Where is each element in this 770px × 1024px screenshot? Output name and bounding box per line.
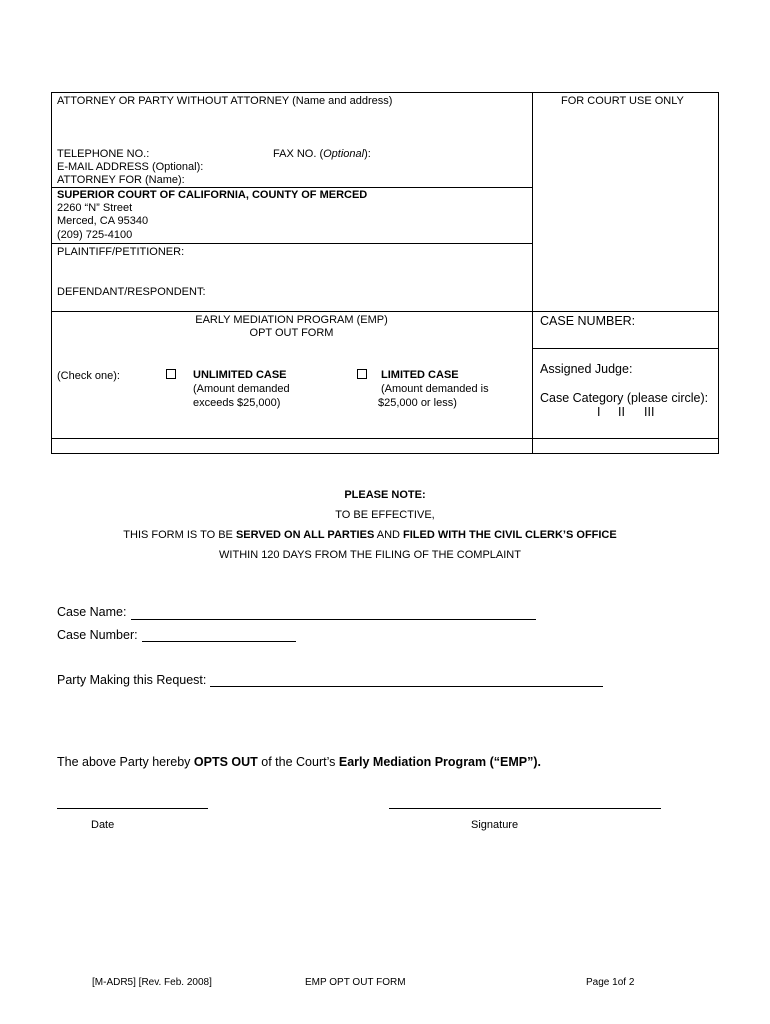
fax-optional: Optional (323, 148, 365, 160)
notice-title: PLEASE NOTE: (344, 489, 426, 501)
notice-line1: TO BE EFFECTIVE, (335, 509, 435, 521)
court-phone: (209) 725-4100 (57, 229, 133, 241)
case-name-field[interactable] (131, 619, 536, 620)
notice-line2 (0, 529, 740, 541)
case-name-label: Case Name: (57, 605, 127, 619)
court-use-label: FOR COURT USE ONLY (561, 95, 684, 107)
party-field[interactable] (210, 686, 603, 687)
date-label: Date (91, 819, 115, 831)
category-iii[interactable]: III (644, 405, 655, 419)
notice-line2-a: THIS FORM IS TO BE (123, 529, 236, 541)
assigned-judge-label: Assigned Judge: (540, 362, 633, 376)
signature-field[interactable] (389, 808, 661, 809)
fax-text: FAX NO. ( (273, 148, 324, 160)
case-number-field[interactable] (142, 641, 296, 642)
notice-line3: WITHIN 120 DAYS FROM THE FILING OF THE COMPLAINT (219, 549, 521, 561)
form-title-2: OPT OUT FORM (249, 327, 334, 339)
rule-plaintiff (51, 243, 532, 244)
case-number-field-label: Case Number: (57, 628, 138, 642)
caption-divider (532, 92, 533, 454)
check-one-label: (Check one): (57, 370, 120, 382)
attorney-label: ATTORNEY OR PARTY WITHOUT ATTORNEY (Name and address) (57, 95, 393, 107)
unlimited-line1: (Amount demanded (193, 383, 290, 395)
limited-checkbox[interactable] (357, 369, 367, 379)
rule-title (51, 311, 719, 312)
plaintiff-label: PLAINTIFF/PETITIONER: (57, 246, 185, 258)
signature-label: Signature (471, 819, 519, 831)
category-i[interactable]: I (597, 405, 601, 419)
attorney-for-label: ATTORNEY FOR (Name): (57, 174, 185, 186)
fax-close: ): (364, 148, 371, 160)
court-street: 2260 “N” Street (57, 202, 133, 214)
footer-form-name: EMP OPT OUT FORM (305, 977, 406, 988)
form-title-1: EARLY MEDIATION PROGRAM (EMP) (195, 314, 388, 326)
email-label: E-MAIL ADDRESS (Optional): (57, 161, 204, 173)
court-name: SUPERIOR COURT OF CALIFORNIA, COUNTY OF MERCED (57, 189, 368, 201)
category-ii[interactable]: II (618, 405, 625, 419)
statement-part1: The above Party hereby (57, 755, 194, 769)
limited-title: LIMITED CASE (381, 369, 459, 381)
footer-page: Page 1of 2 (586, 977, 635, 988)
statement-part4: Early Mediation Program (“EMP”). (338, 755, 541, 769)
notice-line2-b: SERVED ON ALL PARTIES (235, 529, 375, 541)
statement-part3: of the Court’s (257, 755, 339, 769)
fax-label (273, 148, 371, 160)
case-number-label: CASE NUMBER: (540, 314, 636, 328)
notice-line2-d: FILED WITH THE CIVIL CLERK’S OFFICE (403, 529, 617, 541)
defendant-label: DEFENDANT/RESPONDENT: (57, 286, 206, 298)
rule-court (51, 187, 532, 188)
case-category-label: Case Category (please circle): (540, 391, 709, 405)
rule-casenumber (532, 348, 719, 349)
court-city: Merced, CA 95340 (57, 215, 149, 227)
limited-line2: $25,000 or less) (378, 397, 457, 409)
rule-bottom (51, 438, 719, 439)
telephone-label: TELEPHONE NO.: (57, 148, 150, 160)
date-field[interactable] (57, 808, 208, 809)
opt-out-statement (57, 755, 541, 769)
limited-line1: (Amount demanded is (381, 383, 489, 395)
unlimited-title: UNLIMITED CASE (193, 369, 287, 381)
notice-line2-c: AND (374, 529, 404, 541)
footer-form-id: [M-ADR5] [Rev. Feb. 2008] (92, 977, 212, 988)
statement-part2: OPTS OUT (193, 755, 258, 769)
unlimited-checkbox[interactable] (166, 369, 176, 379)
unlimited-line2: exceeds $25,000) (193, 397, 281, 409)
party-label: Party Making this Request: (57, 673, 207, 687)
